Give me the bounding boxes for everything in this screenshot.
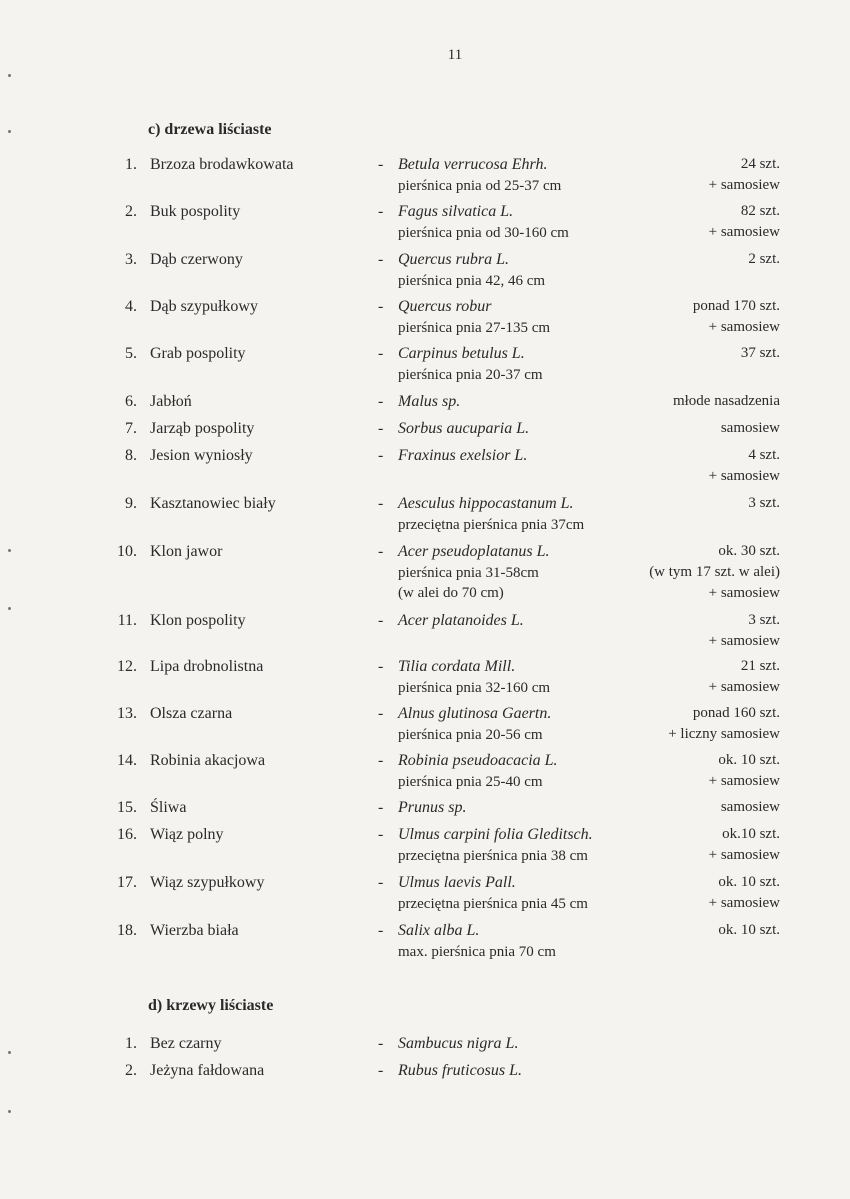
section-heading-trees: c) drzewa liściaste xyxy=(148,121,272,138)
trunk-note: pierśnica pnia 25-40 cm xyxy=(398,774,543,790)
quantity: ok. 10 szt. xyxy=(718,874,780,890)
latin-name: Sorbus aucuparia L. xyxy=(398,420,530,437)
common-name: Wierzba biała xyxy=(150,922,239,939)
quantity: + samosiew xyxy=(708,895,780,911)
latin-name: Aesculus hippocastanum L. xyxy=(398,495,574,512)
quantity: (w tym 17 szt. w alei) xyxy=(649,564,780,580)
separator-dash: - xyxy=(378,203,384,220)
binder-hole-mark xyxy=(8,607,11,610)
separator-dash: - xyxy=(378,420,384,437)
quantity: + samosiew xyxy=(708,847,780,863)
common-name: Śliwa xyxy=(150,799,187,816)
separator-dash: - xyxy=(378,447,384,464)
list-item xyxy=(0,826,850,874)
item-number: 10. xyxy=(117,543,137,560)
item-number: 2. xyxy=(125,1062,137,1079)
item-number: 3. xyxy=(125,251,137,268)
list-item xyxy=(0,874,850,922)
trunk-note: przeciętna pierśnica pnia 37cm xyxy=(398,517,585,533)
common-name: Grab pospolity xyxy=(150,345,246,362)
common-name: Dąb czerwony xyxy=(150,251,243,268)
list-item xyxy=(0,658,850,706)
separator-dash: - xyxy=(378,298,384,315)
quantity: ok. 10 szt. xyxy=(718,752,780,768)
list-item xyxy=(0,612,850,660)
quantity: 2 szt. xyxy=(748,251,780,267)
item-number: 7. xyxy=(125,420,137,437)
trunk-note: pierśnica pnia od 25-37 cm xyxy=(398,178,562,194)
separator-dash: - xyxy=(378,1062,384,1079)
list-item xyxy=(0,156,850,204)
trunk-note: pierśnica pnia 31-58cm xyxy=(398,565,539,581)
item-number: 15. xyxy=(117,799,137,816)
latin-name: Fraxinus exelsior L. xyxy=(398,447,528,464)
quantity: młode nasadzenia xyxy=(672,393,780,409)
latin-name: Rubus fruticosus L. xyxy=(398,1062,523,1079)
list-item xyxy=(0,447,850,495)
latin-name: Robinia pseudoacacia L. xyxy=(398,752,558,769)
trunk-note: przeciętna pierśnica pnia 38 cm xyxy=(398,848,588,864)
trunk-note: max. pierśnica pnia 70 cm xyxy=(398,944,556,960)
common-name: Brzoza brodawkowata xyxy=(150,156,294,173)
item-number: 1. xyxy=(125,1035,137,1052)
quantity: ok. 30 szt. xyxy=(718,543,780,559)
section-heading-shrubs: d) krzewy liściaste xyxy=(148,997,274,1014)
quantity: ponad 160 szt. xyxy=(692,705,780,721)
latin-name: Acer pseudoplatanus L. xyxy=(398,543,550,560)
quantity: + samosiew xyxy=(708,679,780,695)
list-item xyxy=(0,298,850,346)
list-item xyxy=(0,251,850,299)
quantity: + samosiew xyxy=(708,633,780,649)
item-number: 8. xyxy=(125,447,137,464)
latin-name: Alnus glutinosa Gaertn. xyxy=(398,705,552,722)
latin-name: Acer platanoides L. xyxy=(398,612,524,629)
item-number: 9. xyxy=(125,495,137,512)
separator-dash: - xyxy=(378,345,384,362)
quantity: 82 szt. xyxy=(740,203,780,219)
item-number: 6. xyxy=(125,393,137,410)
latin-name: Ulmus carpini folia Gleditsch. xyxy=(398,826,593,843)
common-name: Jesion wyniosły xyxy=(150,447,253,464)
separator-dash: - xyxy=(378,799,384,816)
latin-name: Ulmus laevis Pall. xyxy=(398,874,516,891)
quantity: 37 szt. xyxy=(740,345,780,361)
latin-name: Malus sp. xyxy=(398,393,461,410)
latin-name: Carpinus betulus L. xyxy=(398,345,525,362)
latin-name: Quercus rubra L. xyxy=(398,251,509,268)
list-item xyxy=(0,345,850,393)
latin-name: Betula verrucosa Ehrh. xyxy=(398,156,548,173)
quantity: 21 szt. xyxy=(740,658,780,674)
list-item xyxy=(0,752,850,800)
item-number: 14. xyxy=(117,752,137,769)
separator-dash: - xyxy=(378,705,384,722)
common-name: Lipa drobnolistna xyxy=(150,658,264,675)
separator-dash: - xyxy=(378,922,384,939)
separator-dash: - xyxy=(378,1035,384,1052)
quantity: + samosiew xyxy=(708,177,780,193)
item-number: 12. xyxy=(117,658,137,675)
binder-hole-mark xyxy=(8,130,11,133)
common-name: Jabłoń xyxy=(150,393,192,410)
item-number: 11. xyxy=(117,612,137,629)
separator-dash: - xyxy=(378,543,384,560)
separator-dash: - xyxy=(378,156,384,173)
separator-dash: - xyxy=(378,874,384,891)
item-number: 2. xyxy=(125,203,137,220)
quantity: samosiew xyxy=(720,799,780,815)
trunk-note: pierśnica pnia 20-37 cm xyxy=(398,367,543,383)
quantity: 24 szt. xyxy=(740,156,780,172)
common-name: Wiąz polny xyxy=(150,826,224,843)
quantity: ponad 170 szt. xyxy=(692,298,780,314)
binder-hole-mark xyxy=(8,74,11,77)
common-name: Bez czarny xyxy=(150,1035,222,1052)
separator-dash: - xyxy=(378,495,384,512)
separator-dash: - xyxy=(378,826,384,843)
quantity: samosiew xyxy=(720,420,780,436)
quantity: + samosiew xyxy=(708,319,780,335)
item-number: 18. xyxy=(117,922,137,939)
separator-dash: - xyxy=(378,251,384,268)
separator-dash: - xyxy=(378,658,384,675)
item-number: 5. xyxy=(125,345,137,362)
trunk-note: pierśnica pnia 42, 46 cm xyxy=(398,273,546,289)
latin-name: Quercus robur xyxy=(398,298,492,315)
latin-name: Tilia cordata Mill. xyxy=(398,658,516,675)
quantity: 3 szt. xyxy=(748,612,780,628)
quantity: + samosiew xyxy=(708,773,780,789)
binder-hole-mark xyxy=(8,1110,11,1113)
common-name: Jarząb pospolity xyxy=(150,420,255,437)
quantity: 3 szt. xyxy=(748,495,780,511)
common-name: Buk pospolity xyxy=(150,203,241,220)
quantity: + samosiew xyxy=(708,224,780,240)
item-number: 17. xyxy=(117,874,137,891)
trunk-note: pierśnica pnia 20-56 cm xyxy=(398,727,543,743)
quantity: + liczny samosiew xyxy=(668,726,780,742)
quantity: ok. 10 szt. xyxy=(718,922,780,938)
list-item xyxy=(0,922,850,970)
common-name: Klon jawor xyxy=(150,543,223,560)
list-item xyxy=(0,705,850,753)
common-name: Wiąz szypułkowy xyxy=(150,874,265,891)
common-name: Jeżyna fałdowana xyxy=(150,1062,265,1079)
separator-dash: - xyxy=(378,393,384,410)
item-number: 16. xyxy=(117,826,137,843)
quantity: + samosiew xyxy=(708,585,780,601)
separator-dash: - xyxy=(378,612,384,629)
item-number: 13. xyxy=(117,705,137,722)
trunk-note: (w alei do 70 cm) xyxy=(398,585,504,601)
separator-dash: - xyxy=(378,752,384,769)
quantity: 4 szt. xyxy=(748,447,780,463)
list-item xyxy=(0,543,850,601)
quantity: ok.10 szt. xyxy=(722,826,780,842)
item-number: 4. xyxy=(125,298,137,315)
list-item xyxy=(0,495,850,543)
list-item xyxy=(0,203,850,251)
latin-name: Prunus sp. xyxy=(398,799,467,816)
common-name: Dąb szypułkowy xyxy=(150,298,258,315)
trunk-note: pierśnica pnia 27-135 cm xyxy=(398,320,551,336)
latin-name: Sambucus nigra L. xyxy=(398,1035,519,1052)
page-number: 11 xyxy=(447,47,463,63)
quantity: + samosiew xyxy=(708,468,780,484)
common-name: Klon pospolity xyxy=(150,612,246,629)
latin-name: Fagus silvatica L. xyxy=(398,203,514,220)
trunk-note: pierśnica pnia 32-160 cm xyxy=(398,680,551,696)
common-name: Kasztanowiec biały xyxy=(150,495,276,512)
latin-name: Salix alba L. xyxy=(398,922,480,939)
list-item xyxy=(0,1062,850,1110)
trunk-note: przeciętna pierśnica pnia 45 cm xyxy=(398,896,588,912)
common-name: Olsza czarna xyxy=(150,705,233,722)
trunk-note: pierśnica pnia od 30-160 cm xyxy=(398,225,569,241)
common-name: Robinia akacjowa xyxy=(150,752,266,769)
item-number: 1. xyxy=(125,156,137,173)
